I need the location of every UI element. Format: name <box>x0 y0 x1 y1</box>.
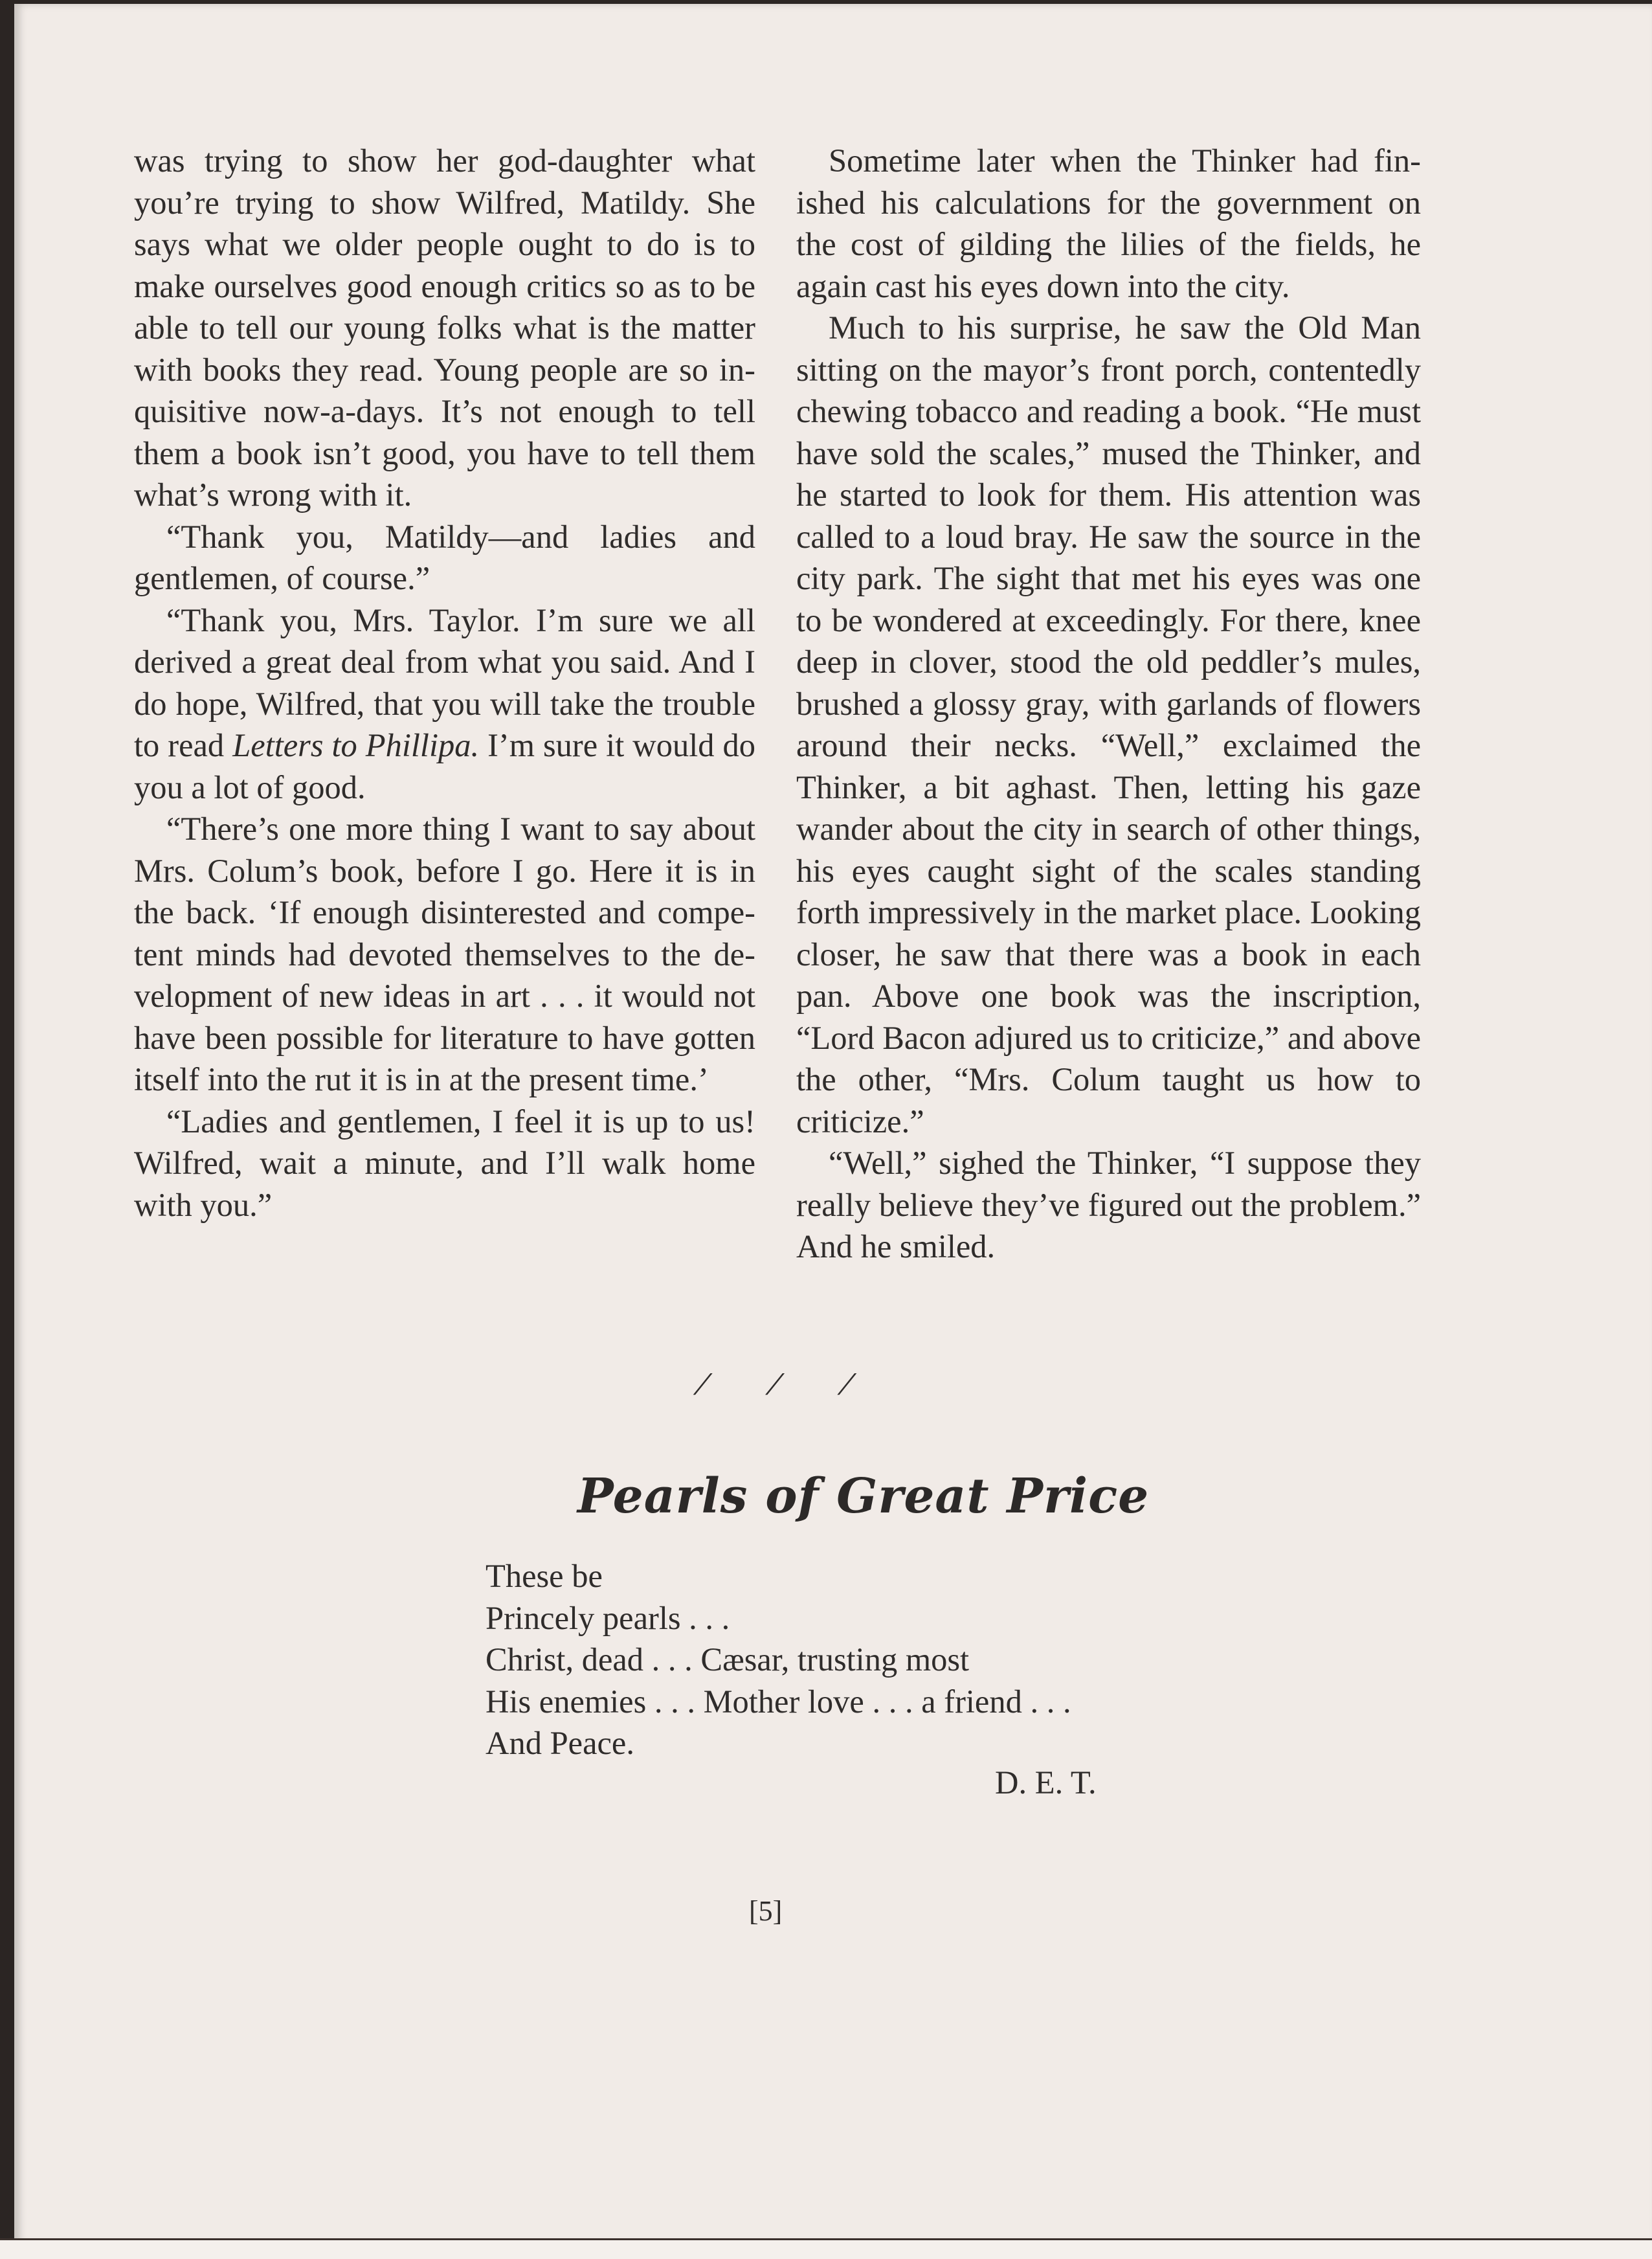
paragraph: “There’s one more thing I want to say about Mrs. Colum’s book, before I go. Here it is in the back. ‘If enough disinterested and competent minds had devoted themselves to the development of new ideas in art . . . it would not have been possible for literature to have gotten itself into the rut it is in at the present time.’ <box>134 811 755 1097</box>
ornament-icon: ⁄ <box>844 1369 849 1402</box>
paragraph-text: “Thank you, Mrs. Taylor. I’m sure we all derived a great deal from what you said. And I do hope, Wilfred, that you will take the trouble to read <box>134 601 755 763</box>
poem-line: And Peace. <box>486 1725 634 1761</box>
left-column <box>134 140 755 1226</box>
poem-title: Pearls of Great Price <box>577 1468 1150 1524</box>
paragraph: “Thank you, Matildy—and ladies and gentlemen, of course.” <box>134 518 755 596</box>
ornament-icon: ⁄ <box>700 1369 706 1402</box>
paragraph-text: I’m sure it would do you a lot of good. <box>134 727 755 805</box>
paragraph-taylor <box>134 600 755 809</box>
book-title: Letters to Phillipa. <box>232 727 480 763</box>
ornament-icon: ⁄ <box>772 1369 777 1402</box>
paragraph: was trying to show her god-daughter what you’re trying to show Wilfred, Matildy. She says what we older people ought to do is to make ourselves good enough critics so as to be able to tell our young folks what is the matter with books they read. Young people are so inquisitive now-a-days. It’s not enough to tell them a book isn’t good, you have to tell them what’s wrong with it. <box>134 142 755 513</box>
page-number: [5] <box>749 1895 783 1927</box>
poem-line: His enemies . . . Mother love . . . a friend . . . <box>486 1683 1071 1720</box>
poem-line: Christ, dead . . . Cæsar, trusting most <box>486 1641 970 1678</box>
document-page <box>14 4 1652 2244</box>
paragraph: Sometime later when the Thinker had finished his calculations for the government on the cost of gilding the lilies of the fields, he again cast his eyes down into the city. <box>796 142 1421 304</box>
poem-line: Princely pearls . . . <box>486 1599 730 1636</box>
paragraph: “Well,” sighed the Thinker, “I suppose they really believe they’ve figured out the problem.” And he smiled. <box>796 1145 1421 1264</box>
paragraph: Much to his surprise, he saw the Old Man sitting on the mayor’s front porch, contentedly chewing tobacco and reading a book. “He must have sold the scales,” mused the Thinker, and he started to look for them. His attention was called to a loud bray. He saw the source in the city park. The sight that met his eyes was one to be wondered at exceedingly. For there, knee deep in clover, stood the old peddler’s mules, brushed a glossy gray, with garlands of flowers around their necks. “Well,” exclaimed the Thinker, a bit aghast. Then, letting his gaze wander about the city in search of other things, his eyes caught sight of the scales standing forth impressively in the market place. Looking closer, he saw that there was a book in each pan. Above one book was the inscription, “Lord Bacon adjured us to criticize,” and above the other, “Mrs. Colum taught us how to criticize.” <box>796 309 1421 1140</box>
right-column <box>796 140 1421 1268</box>
poem-line: These be <box>486 1558 603 1594</box>
page-bottom-edge <box>0 2238 1652 2259</box>
paragraph: “Ladies and gentlemen, I feel it is up to us! Wilfred, wait a minute, and I’ll walk home with you.” <box>134 1103 755 1223</box>
section-divider <box>700 1369 849 1402</box>
poem <box>486 1555 1198 1764</box>
poem-signature: D. E. T. <box>995 1764 1097 1801</box>
